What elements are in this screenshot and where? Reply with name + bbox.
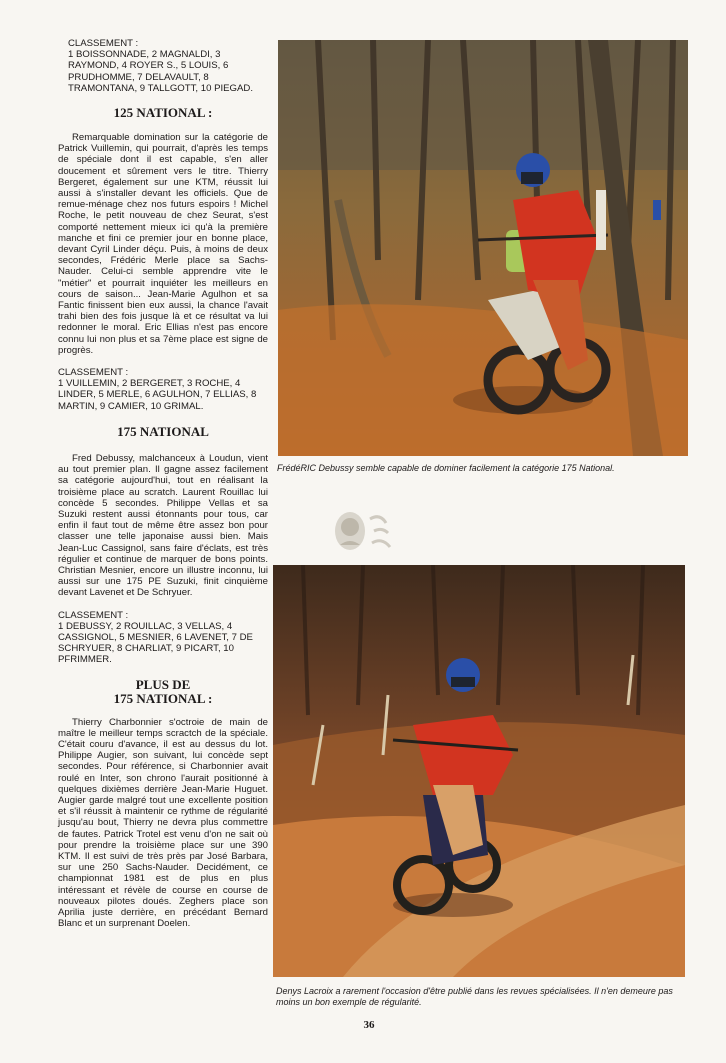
classement-list: 1 BOISSONNADE, 2 MAGNALDI, 3 RAYMOND, 4 ROYER S., 5 LOUIS, 6 PRUDHOMME, 7 DELAVAULT, 8 TRAMONTANA, 9 TALLGOTT, 10 PIEGAD. (68, 49, 253, 94)
article-paragraph: Thierry Charbonnier s'octroie de main de maître le meilleur temps scractch de la spéciale. C'était couru d'avance, il est au dessus du lot. Philippe Augier, son suivant, lui concède sept secondes. Pour référence, si Charbonnier avait roulé en Inter, son chrono l'aurait positionné à quelques dixièmes derrière Jean-Marie Huguet. Augier garde malgré tout une excellente position et s'il réussit à maintenir ce rythme de régularité jusqu'au bout, Thierry ne devra plus commettre de fautes. Patrick Trotel est venu d'on ne sait où pour prendre la troisième place sur une 390 KTM. Il est suivi de très près par José Barbara, sur une 250 Sachs-Nauder. Decidément, ce championnat 1981 est de plus en plus intéressant et révèle de course en course de nouveaux pilotes doués. Zeghers place son Aprilia juste derrière, en précédant Bernard Blanc et un surprenant Doelen. (58, 716, 268, 930)
section-175-body (58, 453, 268, 599)
classement-label: CLASSEMENT : (68, 38, 139, 49)
classement-list: 1 VUILLEMIN, 2 BERGERET, 3 ROCHE, 4 LINDER, 5 MERLE, 6 AGULHON, 7 ELLIAS, 8 MARTIN, 9 CAMIER, 10 GRIMAL. (58, 378, 257, 412)
classement-intro (58, 38, 268, 94)
photo-lacroix (273, 565, 685, 977)
heading-line: PLUS DE (135, 676, 191, 692)
left-column (58, 38, 268, 929)
article-paragraph: Remarquable domination sur la catégorie de Patrick Vuillemin, qui pourrait, d'après les temps de spéciale dont il est capable, s'en aller doucement et sûrement vers le titre. Thierry Bergeret, également sur une KTM, réussit lui aussi à s'installer devant les officiels. Que de remue-ménage chez nos futurs espoirs ! Michel Roche, le petit nouveau de chez Seurat, s'est comporté nettement mieux ici qu'à la première manche et fini ce premier jour en bonne place, devant Cyril Linder déçu. Puis, à moins de deux secondes, Frédéric Merle place sa Sachs-Nauder. Celui-ci semble apprendre vite le "métier" et pourrait inquiéter les meilleurs en cours de saison... Jean-Marie Agulhon et sa Fantic finissent bien eux aussi, la chance l'avait trahi bien des fois jusque là et ce résultat va lui redonner le moral. Eric Ellias n'est pas encore connu lui non plus et sa 7ème place est signe de progrès. (58, 132, 268, 356)
page-number: 36 (363, 1019, 375, 1031)
heading-175-national: 175 NATIONAL (117, 423, 209, 439)
heading-plus-de-175-national (58, 678, 268, 706)
photo-caption: Denys Lacroix a rarement l'occasion d'être publié dans les revues spécialisées. Il n'en demeure pas moins un bon exemple de régularité. (276, 986, 673, 1007)
heading-line: 175 NATIONAL : (113, 690, 213, 706)
section-125-body (58, 132, 268, 356)
classement-label: CLASSEMENT : (58, 367, 129, 379)
section-plus-body (58, 717, 268, 930)
collection-stamp-icon (330, 507, 396, 555)
classement-175 (58, 610, 268, 666)
classement-list: 1 DEBUSSY, 2 ROUILLAC, 3 VELLAS, 4 CASSIGNOL, 5 MESNIER, 6 LAVENET, 7 DE SCHRYUER, 8 CHARLIAT, 9 PICART, 10 PFRIMMER. (58, 620, 253, 666)
article-paragraph: Fred Debussy, malchanceux à Loudun, vient au tout premier plan. Il gagne assez facilement sa catégorie aujourd'hui, tout en réalisant la troisième place au scratch. Laurent Rouillac lui concède 5 secondes. Philippe Vellas et sa Suzuki restent aussi étonnants pour tous, car enfin il faut tout de même être assez bon pour classer une telle japonaise aussi bien. Mais Jean-Luc Cassignol, sans faire d'éclats, est très régulier et continue de marquer de bons points. Christian Mesnier, encore un illustre inconnu, lui aussi sur une 175 PE Suzuki, finit cinquième devant Lavenet et De Schryuer. (58, 452, 268, 599)
classement-125 (58, 367, 268, 412)
classement-label: CLASSEMENT : (58, 609, 129, 621)
photo-caption: FrédéRIC Debussy semble capable de dominer facilement la catégorie 175 National. (277, 463, 615, 473)
heading-125-national: 125 NATIONAL : (113, 105, 213, 121)
photo-debussy (278, 40, 688, 456)
